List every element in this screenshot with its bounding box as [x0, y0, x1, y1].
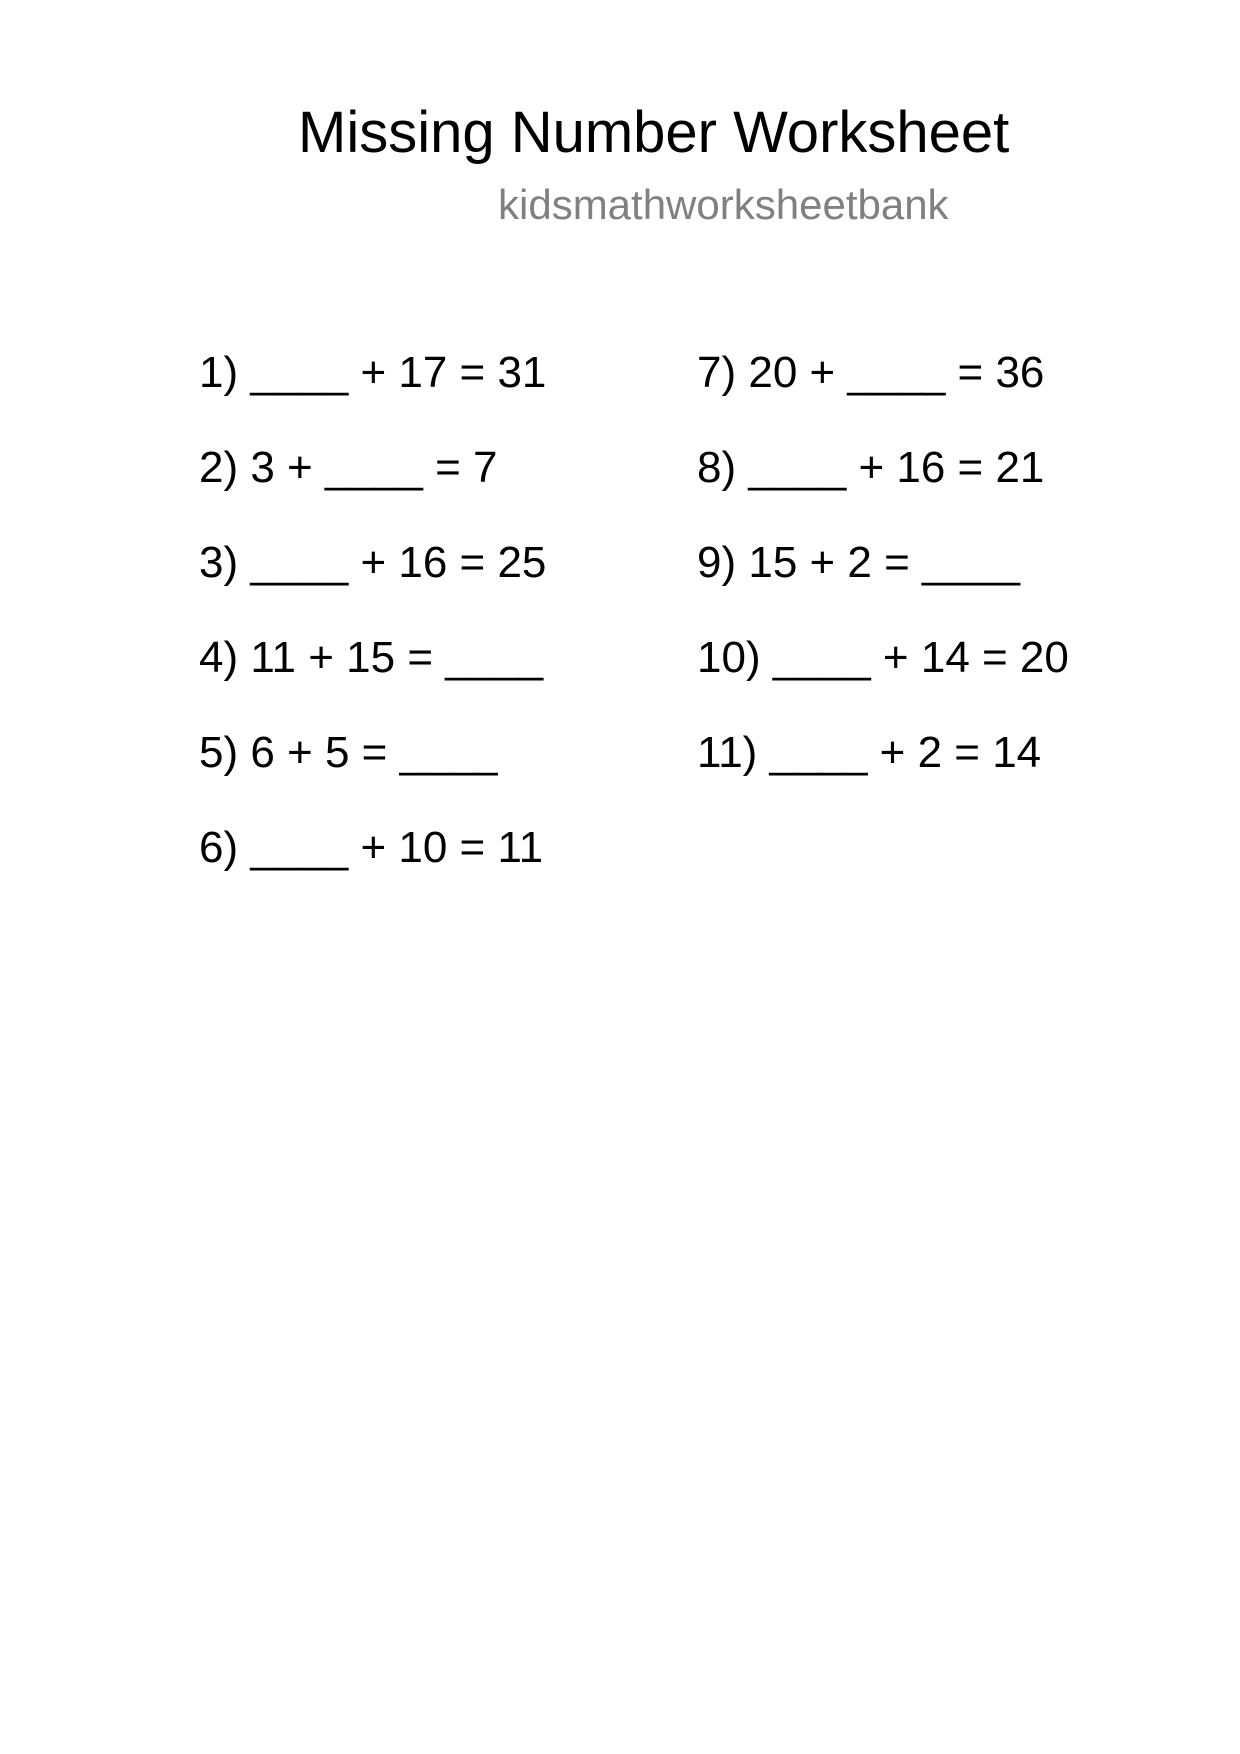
problem-item: 2) 3 + ____ = 7 — [199, 443, 498, 492]
problem-item: 9) 15 + 2 = ____ — [697, 538, 1020, 587]
problem-column-right — [697, 345, 1069, 820]
problem-item: 6) ____ + 10 = 11 — [199, 823, 544, 872]
problem-item: 1) ____ + 17 = 31 — [199, 348, 547, 397]
page-title: Missing Number Worksheet — [298, 100, 1010, 165]
problem-item: 10) ____ + 14 = 20 — [697, 633, 1069, 682]
problem-item: 3) ____ + 16 = 25 — [199, 538, 547, 587]
problem-item: 4) 11 + 15 = ____ — [199, 633, 544, 682]
problem-item: 7) 20 + ____ = 36 — [697, 348, 1045, 397]
problem-column-left — [199, 345, 546, 915]
problem-item: 8) ____ + 16 = 21 — [697, 443, 1045, 492]
problem-item: 5) 6 + 5 = ____ — [199, 728, 498, 777]
page-subtitle: kidsmathworksheetbank — [498, 181, 949, 228]
problem-item: 11) ____ + 2 = 14 — [697, 728, 1042, 777]
